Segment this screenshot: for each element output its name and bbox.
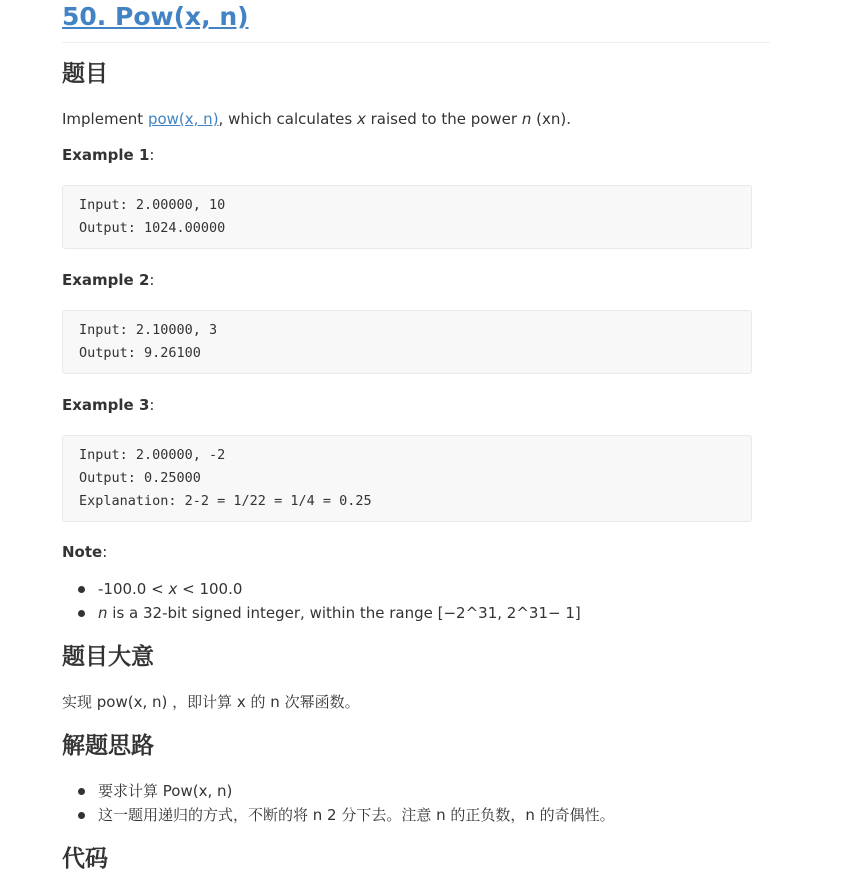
list-item: 这一题用递归的方式，不断的将 n 2 分下去。注意 n 的正负数，n 的奇偶性。 xyxy=(62,803,615,827)
description-var-x: x xyxy=(356,110,366,128)
approach-list xyxy=(62,779,615,827)
description-var-n: n xyxy=(521,110,532,128)
example-3-label: Example 3: xyxy=(62,396,155,414)
list-item: n is a 32-bit signed integer, within the range [−2^31, 2^31− 1] xyxy=(62,601,581,625)
example-1-label: Example 1: xyxy=(62,146,155,164)
note-list xyxy=(62,577,581,625)
example-1-code xyxy=(62,185,752,249)
bullet-icon xyxy=(78,788,85,795)
summary-text: 实现 pow(x, n) ，即计算 x 的 n 次幂函数。 xyxy=(62,693,360,711)
summary-heading: 题目大意 xyxy=(62,644,154,670)
problem-description xyxy=(62,108,571,130)
example-2-code xyxy=(62,310,752,374)
code-line: Output: 0.25000 xyxy=(79,470,201,486)
code-heading: 代码 xyxy=(62,846,108,872)
description-middle1: , which calculates xyxy=(218,110,357,128)
example-3-code xyxy=(62,435,752,522)
example-2-label: Example 2: xyxy=(62,271,155,289)
code-line: Input: 2.10000, 3 xyxy=(79,322,218,338)
code-line: Output: 1024.00000 xyxy=(79,220,226,236)
code-line: Explanation: 2-2 = 1/22 = 1/4 = 0.25 xyxy=(79,493,372,509)
list-item: 要求计算 Pow(x, n) xyxy=(62,779,615,803)
code-line: Input: 2.00000, 10 xyxy=(79,197,226,213)
list-item: -100.0 < x < 100.0 xyxy=(62,577,581,601)
pow-link[interactable]: pow(x, n) xyxy=(147,110,219,128)
description-suffix: (xn). xyxy=(531,110,571,128)
description-middle2: raised to the power xyxy=(365,110,522,128)
problem-heading: 题目 xyxy=(62,61,108,87)
bullet-icon xyxy=(78,812,85,819)
page-title xyxy=(62,0,770,43)
description-prefix: Implement xyxy=(62,110,148,128)
bullet-icon xyxy=(78,610,85,617)
page-title-link[interactable]: 50. Pow(x, n) xyxy=(62,2,249,31)
code-line: Output: 9.26100 xyxy=(79,345,201,361)
bullet-icon xyxy=(78,586,85,593)
approach-heading: 解题思路 xyxy=(62,733,154,759)
code-line: Input: 2.00000, -2 xyxy=(79,447,226,463)
note-label: Note: xyxy=(62,543,108,561)
